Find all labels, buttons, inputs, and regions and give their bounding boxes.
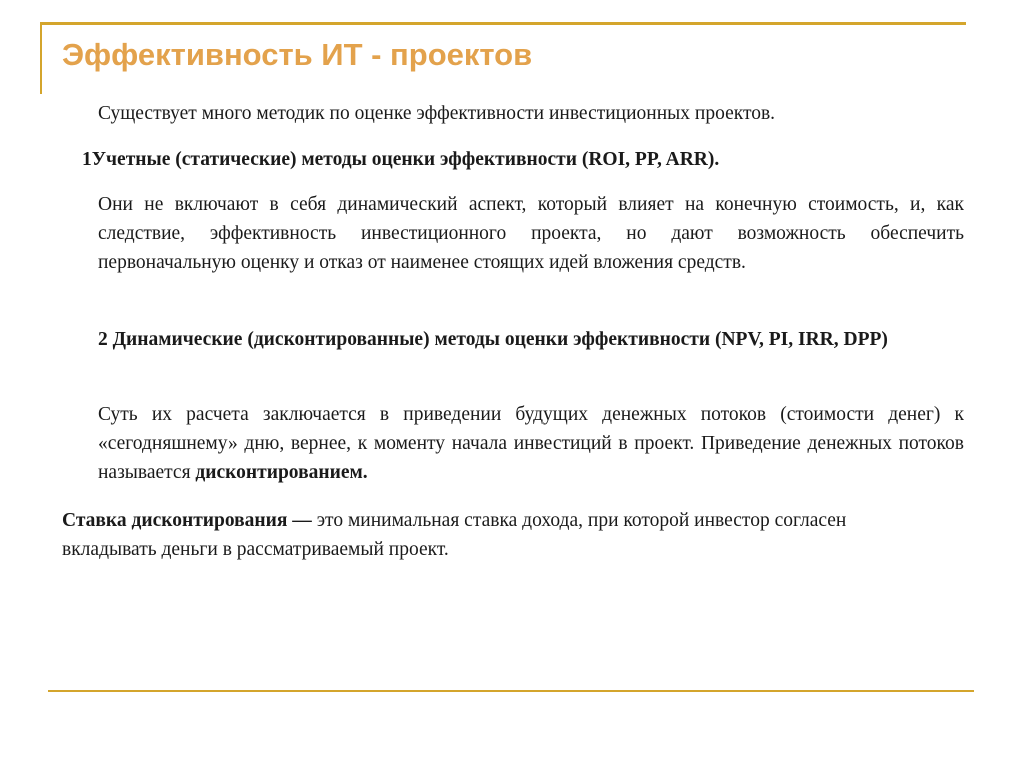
- definition-text: это минимальная ставка дохода, при которой инвестор согласен вкладывать деньги в рассматриваемый проект.: [62, 510, 847, 560]
- section2-description-term: дисконтированием.: [195, 462, 368, 483]
- slide-title: Эффективность ИТ - проектов: [62, 37, 533, 72]
- section2-description: [98, 400, 964, 487]
- definition-term: Ставка дисконтирования —: [62, 510, 312, 531]
- top-decorative-rule: [40, 22, 966, 25]
- section2-heading: 2 Динамические (дисконтированные) методы оценки эффективности (NPV, PI, IRR, DPP): [98, 329, 888, 350]
- left-decorative-rule: [40, 22, 42, 94]
- definition-paragraph: [62, 506, 942, 564]
- section1-heading: 1Учетные (статические) методы оценки эффективности (ROI, PP, ARR).: [82, 149, 720, 170]
- bottom-decorative-rule: [48, 690, 974, 692]
- section2-description-prefix: Суть их расчета заключается в приведении будущих денежных потоков (стоимости денег) к «сегодняшнему» дню, вернее, к моменту начала инвестиций в проект. Приведение денежных потоков называется: [98, 404, 964, 483]
- intro-text: Существует много методик по оценке эффективности инвестиционных проектов.: [98, 103, 776, 124]
- section1-description: Они не включают в себя динамический аспект, который влияет на конечную стоимость, и, как следствие, эффективность инвестиционного проекта, но дают возможность обеспечить первоначальную оценку и отказ от наименее стоящих идей вложения средств.: [98, 194, 964, 273]
